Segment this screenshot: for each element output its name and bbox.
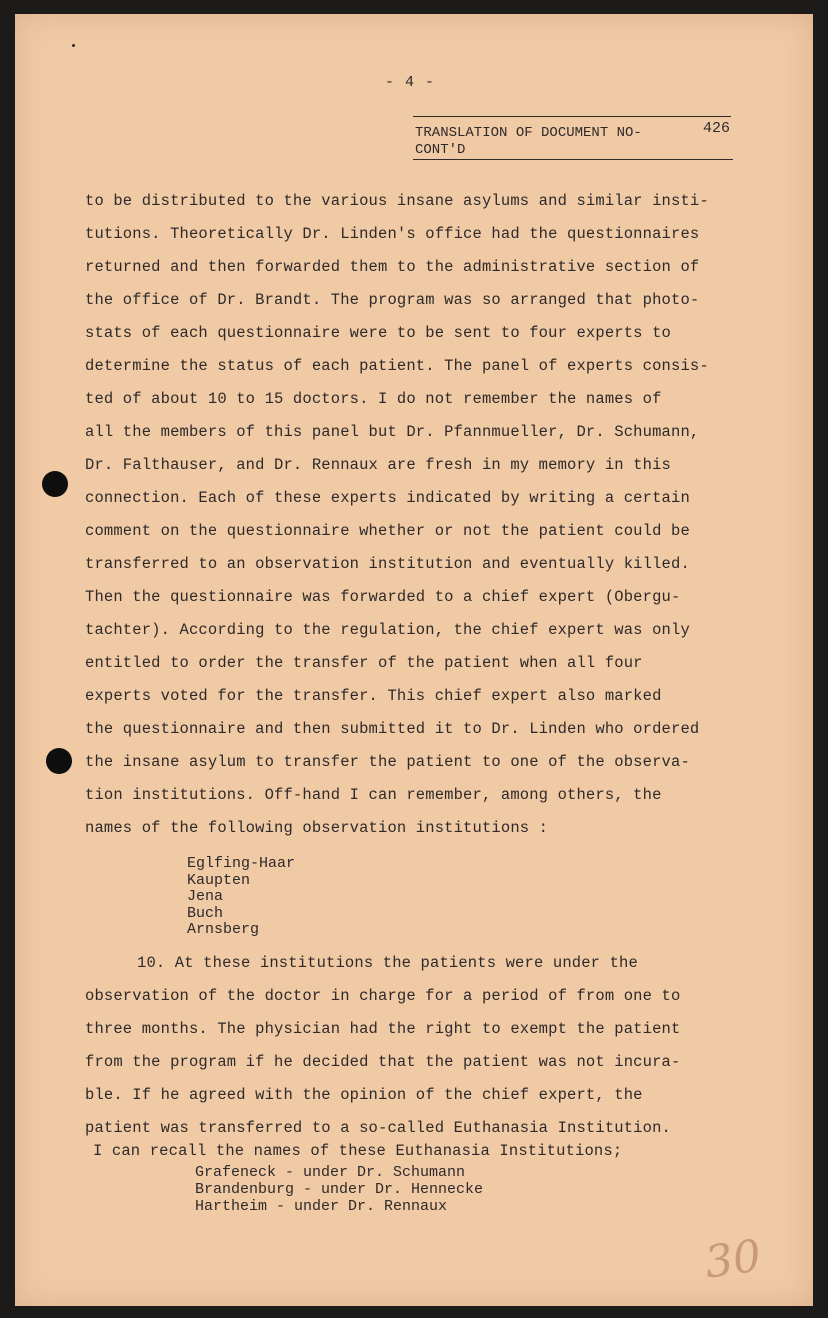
- body-line: from the program if he decided that the patient was not incura-: [85, 1053, 681, 1071]
- body-line: tachter). According to the regulation, the chief expert was only: [85, 621, 690, 639]
- page-number: - 4 -: [385, 74, 436, 91]
- body-line: I can recall the names of these Euthanasia Institutions;: [93, 1142, 623, 1160]
- punch-hole: [46, 748, 72, 774]
- body-line: the questionnaire and then submitted it to Dr. Linden who ordered: [85, 720, 700, 738]
- list-item: Eglfing-Haar: [187, 855, 296, 872]
- body-line: ted of about 10 to 15 doctors. I do not remember the names of: [85, 390, 662, 408]
- body-line: all the members of this panel but Dr. Pfannmueller, Dr. Schumann,: [85, 423, 700, 441]
- body-line: to be distributed to the various insane asylums and similar insti-: [85, 192, 709, 210]
- body-line: entitled to order the transfer of the patient when all four: [85, 654, 643, 672]
- list-item: Brandenburg - under Dr. Hennecke: [195, 1181, 484, 1198]
- list-item: Kaupten: [187, 871, 251, 889]
- body-line: transferred to an observation institution and eventually killed.: [85, 555, 690, 573]
- body-line: connection. Each of these experts indicated by writing a certain: [85, 489, 690, 507]
- header-rule-top: [413, 116, 731, 117]
- body-line: tion institutions. Off-hand I can remember, among others, the: [85, 786, 662, 804]
- body-line: the office of Dr. Brandt. The program was so arranged that photo-: [85, 291, 700, 309]
- list-item: Jena: [187, 888, 224, 905]
- body-line: determine the status of each patient. The panel of experts consis-: [85, 357, 709, 375]
- body-line: returned and then forwarded them to the administrative section of: [85, 258, 700, 276]
- document-page: [15, 14, 813, 1306]
- body-line: observation of the doctor in charge for a period of from one to: [85, 987, 681, 1005]
- ink-speck: [72, 44, 75, 47]
- body-line: experts voted for the transfer. This chief expert also marked: [85, 687, 662, 705]
- body-line: 10. At these institutions the patients were under the: [137, 954, 638, 972]
- translation-header: [413, 116, 735, 160]
- body-line: Dr. Falthauser, and Dr. Rennaux are fresh in my memory in this: [85, 456, 671, 474]
- euthanasia-institutions-list: [195, 1164, 483, 1215]
- body-line: ble. If he agreed with the opinion of the chief expert, the: [85, 1086, 643, 1104]
- header-rule-bottom: [413, 159, 733, 160]
- list-item: Grafeneck - under Dr. Schumann: [195, 1164, 466, 1181]
- body-line: comment on the questionnaire whether or not the patient could be: [85, 522, 690, 540]
- body-line: the insane asylum to transfer the patient to one of the observa-: [85, 753, 690, 771]
- body-line: three months. The physician had the right to exempt the patient: [85, 1020, 681, 1038]
- header-contd: CONT'D: [415, 142, 466, 158]
- body-line: patient was transferred to a so-called Euthanasia Institution.: [85, 1119, 671, 1137]
- observation-institutions-list: [187, 856, 295, 939]
- list-item: Buch: [187, 904, 224, 922]
- handwritten-page-number: 30: [701, 1230, 765, 1289]
- body-line: stats of each questionnaire were to be sent to four experts to: [85, 324, 671, 342]
- document-number: 426: [703, 120, 731, 137]
- body-line: names of the following observation institutions :: [85, 819, 549, 837]
- body-line: Then the questionnaire was forwarded to a chief expert (Obergu-: [85, 588, 681, 606]
- body-line: tutions. Theoretically Dr. Linden's office had the questionnaires: [85, 225, 700, 243]
- list-item: Hartheim - under Dr. Rennaux: [195, 1198, 448, 1215]
- header-title: TRANSLATION OF DOCUMENT NO-: [415, 125, 642, 141]
- list-item: Arnsberg: [187, 921, 260, 938]
- punch-hole: [42, 471, 68, 497]
